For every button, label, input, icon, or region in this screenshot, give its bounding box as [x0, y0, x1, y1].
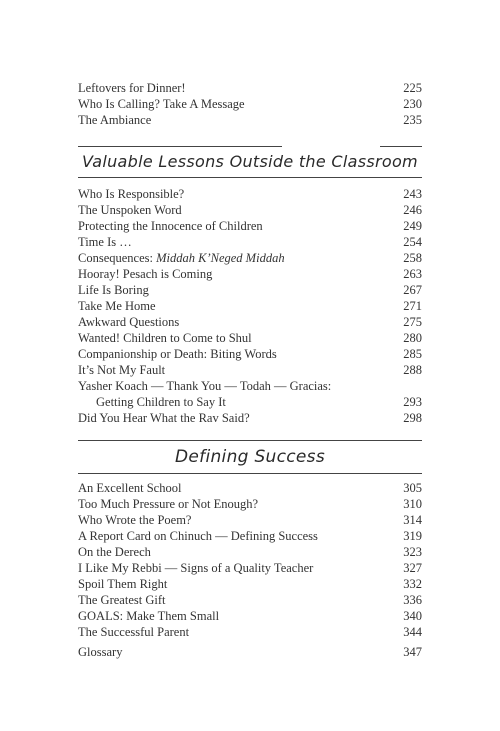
- entry-page: 293: [403, 395, 422, 409]
- entry-title: Who Wrote the Poem?: [78, 513, 192, 527]
- entry-title: Leftovers for Dinner!: [78, 81, 186, 95]
- entry-title: Protecting the Innocence of Children: [78, 219, 263, 233]
- toc-entry[interactable]: [78, 512, 422, 529]
- toc-entry[interactable]: [78, 186, 422, 203]
- entry-page: 285: [403, 347, 422, 361]
- toc-entry[interactable]: [78, 282, 422, 299]
- entry-page: 235: [403, 113, 422, 127]
- toc-entry[interactable]: [78, 496, 422, 513]
- entry-page: 327: [403, 561, 422, 575]
- entry-title: Take Me Home: [78, 299, 156, 313]
- entry-page: 340: [403, 609, 422, 623]
- toc-entry[interactable]: [78, 218, 422, 235]
- toc-entry[interactable]: [78, 592, 422, 609]
- entry-page: 225: [403, 81, 422, 95]
- section-rule: [78, 440, 422, 441]
- entry-page: 347: [403, 645, 422, 659]
- entry-title: The Greatest Gift: [78, 593, 166, 607]
- section-rule: [380, 146, 422, 147]
- entry-page: 323: [403, 545, 422, 559]
- toc-entry[interactable]: [78, 266, 422, 283]
- entry-page: 336: [403, 593, 422, 607]
- entry-title: Did You Hear What the Rav Said?: [78, 411, 250, 425]
- entry-page: 319: [403, 529, 422, 543]
- entry-page: 288: [403, 363, 422, 377]
- entry-title: Time Is …: [78, 235, 132, 249]
- entry-title: A Report Card on Chinuch — Defining Success: [78, 529, 318, 543]
- entry-title: Who Is Calling? Take A Message: [78, 97, 245, 111]
- entry-title: The Successful Parent: [78, 625, 190, 639]
- section-heading: Defining Success: [175, 447, 325, 467]
- toc-entry[interactable]: [78, 378, 422, 395]
- toc-entry[interactable]: [78, 346, 422, 363]
- toc-entry[interactable]: [78, 314, 422, 331]
- toc-entry[interactable]: [78, 298, 422, 315]
- entry-title: Glossary: [78, 645, 123, 659]
- toc-entry[interactable]: [78, 394, 422, 411]
- entry-title: GOALS: Make Them Small: [78, 609, 220, 623]
- entry-title: Who Is Responsible?: [78, 187, 185, 201]
- entry-page: 271: [403, 299, 422, 313]
- entry-page: 280: [403, 331, 422, 345]
- toc-entry[interactable]: [78, 250, 422, 267]
- toc-entry[interactable]: [78, 202, 422, 219]
- entry-title: Too Much Pressure or Not Enough?: [78, 497, 258, 511]
- toc-entry[interactable]: [78, 544, 422, 561]
- entry-page: 305: [403, 481, 422, 495]
- section-rule: [78, 146, 282, 147]
- entry-title: Hooray! Pesach is Coming: [78, 267, 213, 281]
- entry-title: I Like My Rebbi — Signs of a Quality Teacher: [78, 561, 314, 575]
- toc-entry[interactable]: [78, 362, 422, 379]
- entry-page: 246: [403, 203, 422, 217]
- entry-page: 267: [403, 283, 422, 297]
- entry-title: Companionship or Death: Biting Words: [78, 347, 277, 361]
- toc-entry[interactable]: [78, 234, 422, 251]
- entry-title: Life Is Boring: [78, 283, 149, 297]
- entry-title: Yasher Koach — Thank You — Todah — Gracias:: [78, 379, 332, 393]
- entry-page: 258: [403, 251, 422, 265]
- entry-page: 298: [403, 411, 422, 425]
- toc-entry[interactable]: [78, 96, 422, 113]
- entry-title: On the Derech: [78, 545, 151, 559]
- toc-entry[interactable]: [78, 410, 422, 427]
- entry-page: 254: [403, 235, 422, 249]
- entry-title: The Ambiance: [78, 113, 152, 127]
- entry-page: 230: [403, 97, 422, 111]
- section-rule: [78, 473, 422, 474]
- entry-page: 314: [403, 513, 422, 527]
- toc-entry[interactable]: [78, 528, 422, 545]
- toc-entry[interactable]: [78, 624, 422, 641]
- entry-page: 332: [403, 577, 422, 591]
- toc-entry[interactable]: [78, 330, 422, 347]
- toc-entry[interactable]: [78, 480, 422, 497]
- entry-page: 249: [403, 219, 422, 233]
- toc-entry[interactable]: [78, 560, 422, 577]
- section-rule: [78, 177, 422, 178]
- toc-entry[interactable]: [78, 80, 422, 97]
- entry-title: The Unspoken Word: [78, 203, 182, 217]
- toc-entry[interactable]: [78, 112, 422, 129]
- section-heading: Valuable Lessons Outside the Classroom: [82, 152, 418, 171]
- entry-title: An Excellent School: [78, 481, 182, 495]
- entry-page: 310: [403, 497, 422, 511]
- entry-title: Getting Children to Say It: [96, 395, 226, 409]
- entry-title: Awkward Questions: [78, 315, 180, 329]
- toc-entry[interactable]: [78, 576, 422, 593]
- entry-page: 243: [403, 187, 422, 201]
- entry-page: 275: [403, 315, 422, 329]
- entry-page: 263: [403, 267, 422, 281]
- toc-entry-glossary[interactable]: [78, 644, 422, 661]
- entry-title: It’s Not My Fault: [78, 363, 166, 377]
- entry-title: Wanted! Children to Come to Shul: [78, 331, 252, 345]
- toc-entry[interactable]: [78, 608, 422, 625]
- entry-page: 344: [403, 625, 422, 639]
- entry-title: Spoil Them Right: [78, 577, 168, 591]
- entry-title: Consequences: Middah K’Neged Middah: [78, 251, 285, 265]
- entry-title-italic: Middah K’Neged Middah: [156, 251, 285, 265]
